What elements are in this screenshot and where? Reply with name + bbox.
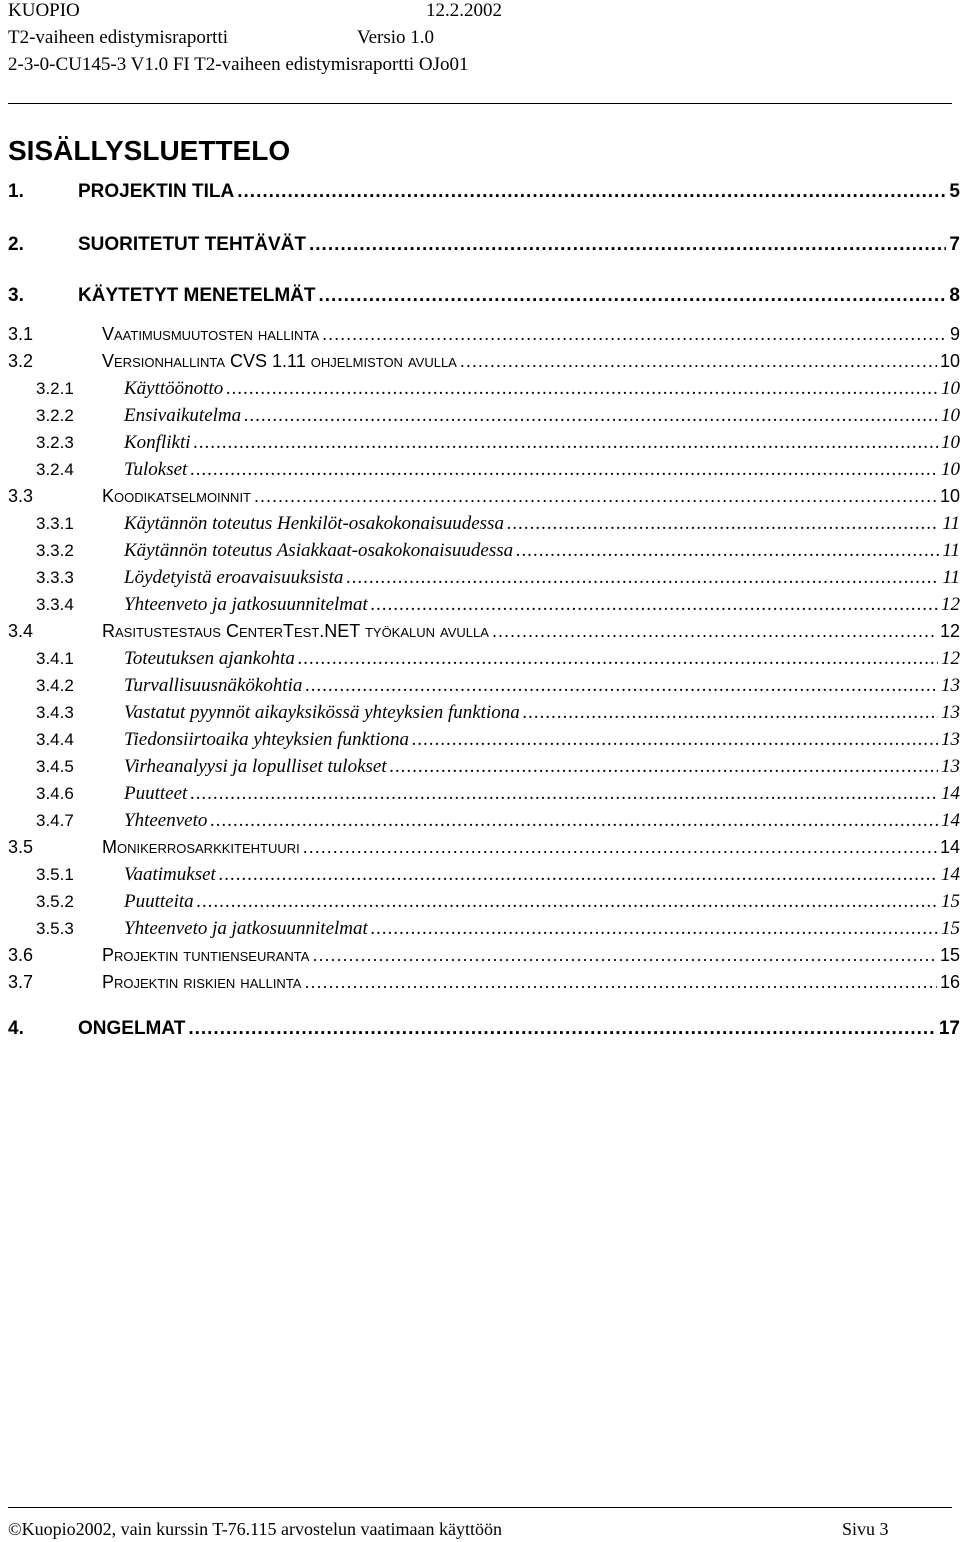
toc-leader bbox=[254, 486, 937, 507]
toc-entry-title: Projektin tuntienseuranta bbox=[102, 945, 310, 965]
toc-leader bbox=[305, 675, 938, 697]
toc-entry-number: 3.2.3 bbox=[36, 433, 74, 452]
toc-entry-title: PROJEKTIN TILA bbox=[78, 181, 235, 202]
toc-entry[interactable] bbox=[8, 891, 960, 917]
toc-entry-page: 12 bbox=[939, 621, 960, 641]
toc-leader bbox=[304, 972, 936, 993]
toc-entry-number: 4. bbox=[8, 1018, 24, 1039]
toc-entry-page: 9 bbox=[949, 324, 960, 344]
toc-entry[interactable] bbox=[8, 756, 960, 782]
toc-entry[interactable] bbox=[8, 378, 960, 404]
toc-entry[interactable] bbox=[8, 594, 960, 620]
toc-entry-number: 3. bbox=[8, 285, 24, 306]
toc-leader bbox=[309, 234, 946, 256]
toc-leader bbox=[507, 513, 939, 535]
toc-entry-title: Vaatimukset bbox=[124, 864, 216, 885]
toc-entry-title: Yhteenveto ja jatkosuunnitelmat bbox=[124, 594, 368, 615]
toc-entry-title: Yhteenveto bbox=[124, 810, 208, 831]
toc-entry-number: 3.3.2 bbox=[36, 541, 74, 560]
toc-entry-number: 3.4.6 bbox=[36, 784, 74, 803]
toc-entry-title: Tulokset bbox=[124, 459, 188, 480]
toc-entry[interactable] bbox=[8, 1018, 960, 1044]
toc-entry[interactable] bbox=[8, 285, 960, 311]
toc-entry-title: Toteutuksen ajankohta bbox=[124, 648, 295, 669]
toc-leader bbox=[371, 594, 938, 616]
toc-entry-number: 3.5.2 bbox=[36, 892, 74, 911]
toc-leader bbox=[210, 810, 938, 832]
toc-entry-number: 3.3.1 bbox=[36, 514, 74, 533]
toc-entry-title: Ensivaikutelma bbox=[124, 405, 242, 426]
toc-entry[interactable] bbox=[8, 567, 960, 593]
toc-entry-number: 3.4.4 bbox=[36, 730, 74, 749]
toc-leader bbox=[516, 540, 939, 562]
toc-entry-page: 15 bbox=[941, 891, 960, 912]
toc-entry-title: Versionhallinta CVS 1.11 ohjelmiston avulla bbox=[102, 351, 457, 371]
toc-leader bbox=[226, 378, 938, 400]
toc-entry-number: 3.2.2 bbox=[36, 406, 74, 425]
header-version: Versio 1.0 bbox=[357, 27, 435, 48]
toc-entry[interactable] bbox=[8, 486, 960, 512]
toc-entry-page: 12 bbox=[941, 594, 960, 615]
toc-entry-title: Projektin riskien hallinta bbox=[102, 972, 302, 992]
toc-entry[interactable] bbox=[8, 783, 960, 809]
toc-entry-number: 3.2.1 bbox=[36, 379, 74, 398]
toc-entry-title: Vastatut pyynnöt aikayksikössä yhteyksien funktiona bbox=[124, 702, 520, 723]
toc-entry-page: 10 bbox=[941, 378, 960, 399]
toc-entry-title: Yhteenveto ja jatkosuunnitelmat bbox=[124, 918, 368, 939]
toc-entry-number: 3.4 bbox=[8, 621, 34, 641]
toc-entry-title: Käytännön toteutus Asiakkaat-osakokonaisuudessa bbox=[124, 540, 514, 561]
toc-entry-number: 3.6 bbox=[8, 945, 34, 965]
toc-entry[interactable] bbox=[8, 324, 960, 350]
toc-entry-page: 11 bbox=[942, 567, 960, 588]
toc-entry-number: 3.5 bbox=[8, 837, 34, 857]
toc-entry-title: KÄYTETYT MENETELMÄT bbox=[78, 285, 316, 306]
toc-entry-number: 3.2 bbox=[8, 351, 34, 371]
toc-entry-page: 14 bbox=[941, 783, 960, 804]
toc-entry-page: 13 bbox=[941, 702, 960, 723]
toc-leader bbox=[319, 285, 947, 307]
toc-leader bbox=[492, 621, 937, 642]
toc-entry[interactable] bbox=[8, 972, 960, 998]
toc-leader bbox=[346, 567, 939, 589]
toc-entry[interactable] bbox=[8, 621, 960, 647]
toc-entry-page: 12 bbox=[941, 648, 960, 669]
toc-entry[interactable] bbox=[8, 181, 960, 207]
toc-entry[interactable] bbox=[8, 459, 960, 485]
toc-entry-title: Konflikti bbox=[124, 432, 191, 453]
toc-entry-page: 10 bbox=[941, 459, 960, 480]
header-org: KUOPIO bbox=[8, 0, 80, 21]
toc-entry[interactable] bbox=[8, 864, 960, 890]
toc-leader bbox=[371, 918, 938, 940]
footer-copyright: ©Kuopio2002, vain kurssin T-76.115 arvostelun vaatimaan käyttöön bbox=[8, 1519, 502, 1539]
toc-entry-number: 3.5.3 bbox=[36, 919, 74, 938]
toc-entry-page: 14 bbox=[941, 864, 960, 885]
header-rule bbox=[8, 103, 952, 104]
toc-leader bbox=[190, 459, 938, 481]
toc-entry-title: Puutteita bbox=[124, 891, 194, 912]
toc-leader bbox=[188, 1018, 936, 1040]
toc-leader bbox=[190, 783, 938, 805]
toc-leader bbox=[244, 405, 938, 427]
toc-leader bbox=[298, 648, 938, 670]
header-date: 12.2.2002 bbox=[426, 0, 502, 21]
toc-entry-title: SUORITETUT TEHTÄVÄT bbox=[78, 234, 306, 255]
toc-entry-number: 3.4.7 bbox=[36, 811, 74, 830]
footer-page-number: Sivu 3 bbox=[842, 1519, 889, 1539]
toc-entry-page: 13 bbox=[941, 756, 960, 777]
toc-entry-title: Koodikatselmoinnit bbox=[102, 486, 252, 506]
toc-leader bbox=[219, 864, 938, 886]
toc-title: SISÄLLYSLUETTELO bbox=[8, 135, 291, 166]
toc-leader bbox=[412, 729, 938, 751]
toc-entry-number: 3.2.4 bbox=[36, 460, 74, 479]
toc-entry[interactable] bbox=[8, 945, 960, 971]
toc-leader bbox=[523, 702, 938, 724]
toc-entry-title: Turvallisuusnäkökohtia bbox=[124, 675, 303, 696]
toc-entry-title: Tiedonsiirtoaika yhteyksien funktiona bbox=[124, 729, 409, 750]
toc-entry-page: 14 bbox=[939, 837, 960, 857]
toc-entry-page: 11 bbox=[942, 540, 960, 561]
toc-entry-number: 3.3.3 bbox=[36, 568, 74, 587]
toc-entry-number: 2. bbox=[8, 234, 24, 255]
toc-entry[interactable] bbox=[8, 432, 960, 458]
toc-entry-number: 3.7 bbox=[8, 972, 34, 992]
toc-entry-page: 10 bbox=[939, 351, 960, 371]
toc-leader bbox=[390, 756, 938, 778]
toc-entry-title: Monikerrosarkkitehtuuri bbox=[102, 837, 300, 857]
toc-leader bbox=[197, 891, 938, 913]
toc-leader bbox=[303, 837, 937, 858]
toc-entry-page: 15 bbox=[941, 918, 960, 939]
toc-entry[interactable] bbox=[8, 405, 960, 431]
footer-rule bbox=[8, 1507, 952, 1508]
toc-entry-page: 10 bbox=[939, 486, 960, 506]
toc-entry-page: 5 bbox=[949, 181, 960, 202]
toc-entry-title: Käyttöönotto bbox=[124, 378, 224, 399]
toc-entry-page: 8 bbox=[949, 285, 960, 306]
toc-entry[interactable] bbox=[8, 837, 960, 863]
toc-entry-page: 13 bbox=[941, 729, 960, 750]
toc-entry-number: 3.4.2 bbox=[36, 676, 74, 695]
toc-entry[interactable] bbox=[8, 918, 960, 944]
header-doc-title: T2-vaiheen edistymisraportti bbox=[8, 27, 229, 48]
toc-entry[interactable] bbox=[8, 810, 960, 836]
toc-entry-page: 10 bbox=[941, 405, 960, 426]
header-doc-id: 2-3-0-CU145-3 V1.0 FI T2-vaiheen edistymisraportti OJo01 bbox=[8, 54, 469, 75]
toc-entry[interactable] bbox=[8, 729, 960, 755]
toc-entry[interactable] bbox=[8, 702, 960, 728]
toc-entry-page: 7 bbox=[949, 234, 960, 255]
toc-entry-title: ONGELMAT bbox=[78, 1018, 186, 1039]
toc-entry-title: Vaatimusmuutosten hallinta bbox=[102, 324, 320, 344]
toc-entry[interactable] bbox=[8, 513, 960, 539]
toc-leader bbox=[322, 324, 947, 345]
toc-entry[interactable] bbox=[8, 648, 960, 674]
toc-entry-page: 13 bbox=[941, 675, 960, 696]
toc-entry[interactable] bbox=[8, 675, 960, 701]
toc-entry-title: Puutteet bbox=[124, 783, 188, 804]
toc-entry-title: Löydetyistä eroavaisuuksista bbox=[124, 567, 344, 588]
toc-entry-number: 3.1 bbox=[8, 324, 34, 344]
toc-entry-page: 14 bbox=[941, 810, 960, 831]
toc-entry-number: 3.5.1 bbox=[36, 865, 74, 884]
toc-entry-title: Rasitustestaus CenterTest.NET työkalun avulla bbox=[102, 621, 489, 641]
toc-entry[interactable] bbox=[8, 351, 960, 377]
toc-entry-number: 3.4.5 bbox=[36, 757, 74, 776]
toc-entry-number: 3.3 bbox=[8, 486, 34, 506]
toc-entry-number: 3.4.3 bbox=[36, 703, 74, 722]
toc-entry-title: Virheanalyysi ja lopulliset tulokset bbox=[124, 756, 387, 777]
toc-entry-page: 11 bbox=[942, 513, 960, 534]
toc-leader bbox=[194, 432, 939, 454]
toc-entry[interactable] bbox=[8, 540, 960, 566]
toc-entry-page: 15 bbox=[939, 945, 960, 965]
toc-leader bbox=[312, 945, 937, 966]
toc-entry-title: Käytännön toteutus Henkilöt-osakokonaisuudessa bbox=[124, 513, 504, 534]
toc-entry-number: 1. bbox=[8, 181, 24, 202]
toc-entry-page: 17 bbox=[938, 1018, 960, 1039]
toc-leader bbox=[237, 181, 946, 203]
toc-entry-page: 10 bbox=[941, 432, 960, 453]
toc-entry[interactable] bbox=[8, 234, 960, 260]
toc-leader bbox=[460, 351, 937, 372]
toc-entry-number: 3.4.1 bbox=[36, 649, 74, 668]
toc-entry-number: 3.3.4 bbox=[36, 595, 74, 614]
toc-entry-page: 16 bbox=[939, 972, 960, 992]
